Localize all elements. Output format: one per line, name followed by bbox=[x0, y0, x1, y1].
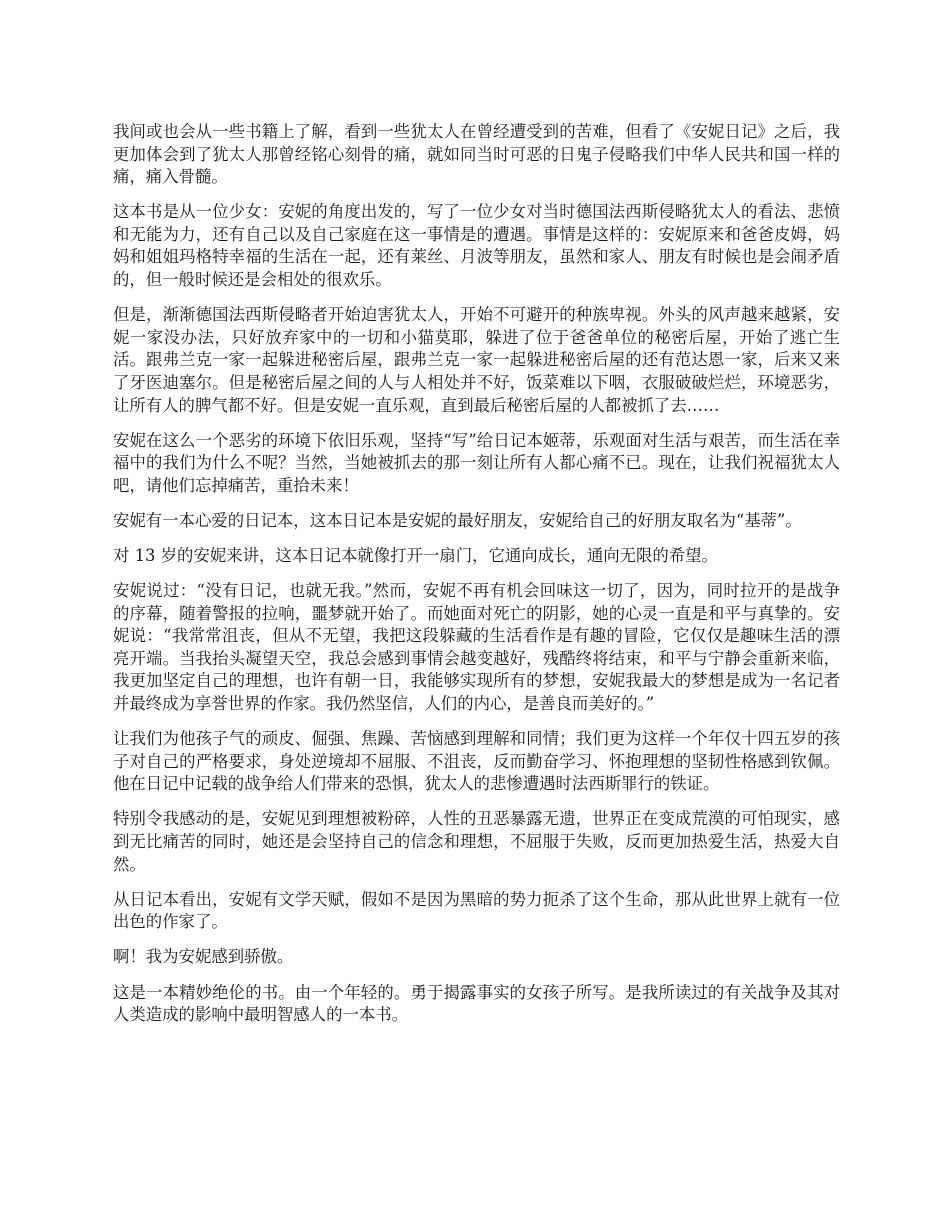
paragraph: 从日记本看出，安妮有文学天赋，假如不是因为黑暗的势力扼杀了这个生命，那从此世界上就有一位出色的作家了。 bbox=[113, 889, 840, 932]
paragraph: 特别令我感动的是，安妮见到理想被粉碎，人性的丑恶暴露无遗，世界正在变成荒漠的可怕现实，感到无比痛苦的同时，她还是会坚持自己的信念和理想，不屈服于失败，反而更加热爱生活，热爱大自然。 bbox=[113, 809, 840, 874]
paragraph: 让我们为他孩子气的顽皮、倔强、焦躁、苦恼感到理解和同情；我们更为这样一个年仅十四五岁的孩子对自己的严格要求，身处逆境却不屈服、不沮丧，反而勤奋学习、怀抱理想的坚韧性格感到钦佩。他在日记中记载的战争给人们带来的恐惧，犹太人的悲惨遭遇时法西斯罪行的铁证。 bbox=[113, 729, 840, 794]
paragraph: 啊！我为安妮感到骄傲。 bbox=[113, 947, 294, 967]
document-body bbox=[113, 121, 840, 1039]
paragraph: 这是一本精妙绝伦的书。由一个年轻的。勇于揭露事实的女孩子所写。是我所读过的有关战争及其对人类造成的影响中最明智感人的一本书。 bbox=[113, 982, 840, 1025]
paragraph: 但是，渐渐德国法西斯侵略者开始迫害犹太人，开始不可避开的种族卑视。外头的风声越来越紧，安妮一家没办法，只好放弃家中的一切和小猫莫耶，躲进了位于爸爸单位的秘密后屋，开始了逃亡生活。跟弗兰克一家一起躲进秘密后屋，跟弗兰克一家一起躲进秘密后屋的还有范达恩一家，后来又来了牙医迪塞尔。但是秘密后屋之间的人与人相处并不好，饭菜难以下咽，衣服破破烂烂，环境恶劣，让所有人的脾气都不好。但是安妮一直乐观，直到最后秘密后屋的人都被抓了去…… bbox=[113, 305, 840, 415]
paragraph: 我间或也会从一些书籍上了解，看到一些犹太人在曾经遭受到的苦难，但看了《安妮日记》之后，我更加体会到了犹太人那曾经铭心刻骨的痛，就如同当时可恶的日鬼子侵略我们中华人民共和国一样的痛，痛入骨髓。 bbox=[113, 122, 840, 187]
paragraph: 对 13 岁的安妮来讲，这本日记本就像打开一扇门，它通向成长，通向无限的希望。 bbox=[113, 546, 718, 565]
paragraph: 这本书是从一位少女：安妮的角度出发的，写了一位少女对当时德国法西斯侵略犹太人的看法、悲愤和无能为力，还有自己以及自己家庭在这一事情是的遭遇。事情是这样的：安妮原来和爸爸皮姆，妈妈和姐姐玛格特幸福的生活在一起，还有莱丝、月波等朋友，虽然和家人、朋友有时候也是会闹矛盾的，但一般时候还是会相处的很欢乐。 bbox=[113, 202, 840, 290]
paragraph: 安妮有一本心爱的日记本，这本日记本是安妮的最好朋友，安妮给自己的好朋友取名为“基蒂”。 bbox=[113, 510, 802, 530]
paragraph: 安妮在这么一个恶劣的环境下依旧乐观，坚持“写”给日记本姬蒂，乐观面对生活与艰苦，而生活在幸福中的我们为什么不呢？当然，当她被抓去的那一刻让所有人都心痛不已。现在，让我们祝福犹太人吧，请他们忘掉痛苦，重拾未来！ bbox=[113, 430, 840, 495]
paragraph: 安妮说过：“没有日记，也就无我。”然而，安妮不再有机会回味这一切了，因为，同时拉开的是战争的序幕，随着警报的拉响，噩梦就开始了。而她面对死亡的阴影，她的心灵一直是和平与真挚的。安妮说：“我常常沮丧，但从不无望，我把这段躲藏的生活看作是有趣的冒险，它仅仅是趣味生活的漂亮开端。当我抬头凝望天空，我总会感到事情会越变越好，残酷终将结束，和平与宁静会重新来临，我更加坚定自己的理想，也许有朝一日，我能够实现所有的梦想，安妮我最大的梦想是成为一名记者并最终成为享誉世界的作家。我仍然坚信，人们的内心，是善良而美好的。” bbox=[113, 581, 840, 714]
